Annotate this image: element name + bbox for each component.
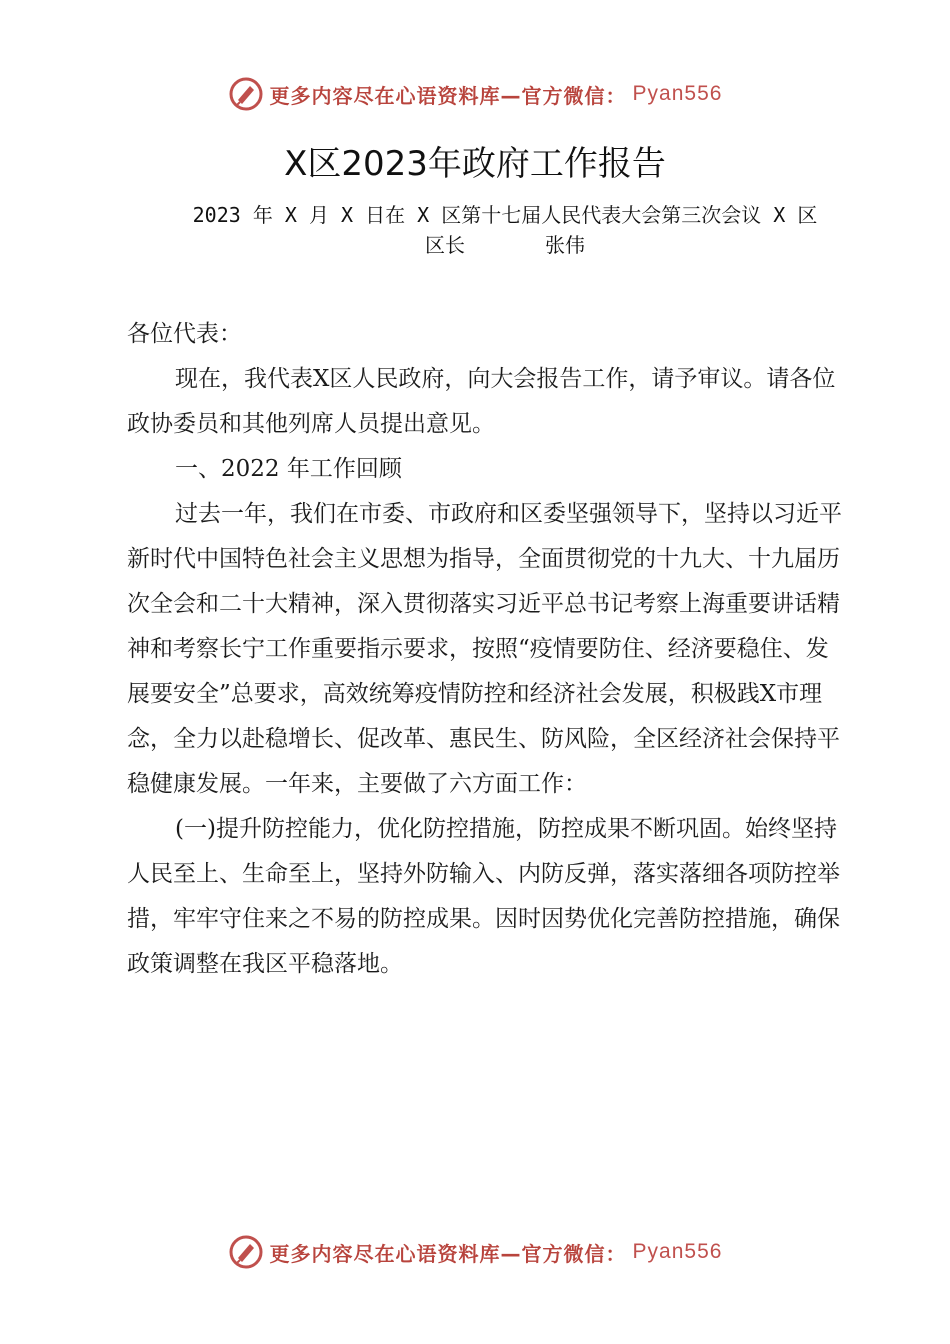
watermark-text: 更多内容尽在心语资料库—官方微信： bbox=[269, 1241, 627, 1266]
watermark-id: Pyan556 bbox=[632, 82, 723, 105]
paragraph-intro: 现在，我代表X区人民政府，向大会报告工作，请予审议。请各位政协委员和其他列席人员提出意见。 bbox=[127, 366, 836, 437]
watermark-text: 更多内容尽在心语资料库—官方微信： bbox=[269, 83, 627, 108]
paragraph-prevention: (一)提升防控能力，优化防控措施，防控成果不断巩固。始终坚持人民至上、生命至上，坚持外防输入、内防反弹，落实落细各项防控举措，牢牢守住来之不易的防控成果。因时因势优化完善防控措施，确保政策调整在我区平稳落地。 bbox=[127, 816, 840, 977]
watermark-id: Pyan556 bbox=[632, 1240, 723, 1263]
subtitle bbox=[140, 200, 870, 260]
watermark-header bbox=[0, 74, 950, 114]
subtitle-line-1: 2023 年 X 月 X 日在 X 区第十七届人民代表大会第三次会议 X 区 bbox=[192, 203, 818, 227]
page-title: X区2023年政府工作报告 bbox=[284, 144, 666, 184]
greeting: 各位代表： bbox=[127, 321, 242, 347]
section-heading: 一、2022 年工作回顾 bbox=[175, 456, 402, 482]
document-body bbox=[127, 312, 847, 987]
logo-icon bbox=[228, 76, 264, 112]
logo-icon bbox=[228, 1234, 264, 1270]
subtitle-line-2: 区长 张伟 bbox=[425, 233, 585, 257]
paragraph-review: 过去一年，我们在市委、市政府和区委坚强领导下，坚持以习近平新时代中国特色社会主义思想为指导，全面贯彻党的十九大、十九届历次全会和二十大精神，深入贯彻落实习近平总书记考察上海重要讲话精神和考察长宁工作重要指示要求，按照“疫情要防住、经济要稳住、发展要安全”总要求，高效统筹疫情防控和经济社会发展，积极践X市理念，全力以赴稳增长、促改革、惠民生、防风险，全区经济社会保持平稳健康发展。一年来，主要做了六方面工作： bbox=[127, 501, 842, 797]
watermark-footer bbox=[0, 1232, 950, 1272]
